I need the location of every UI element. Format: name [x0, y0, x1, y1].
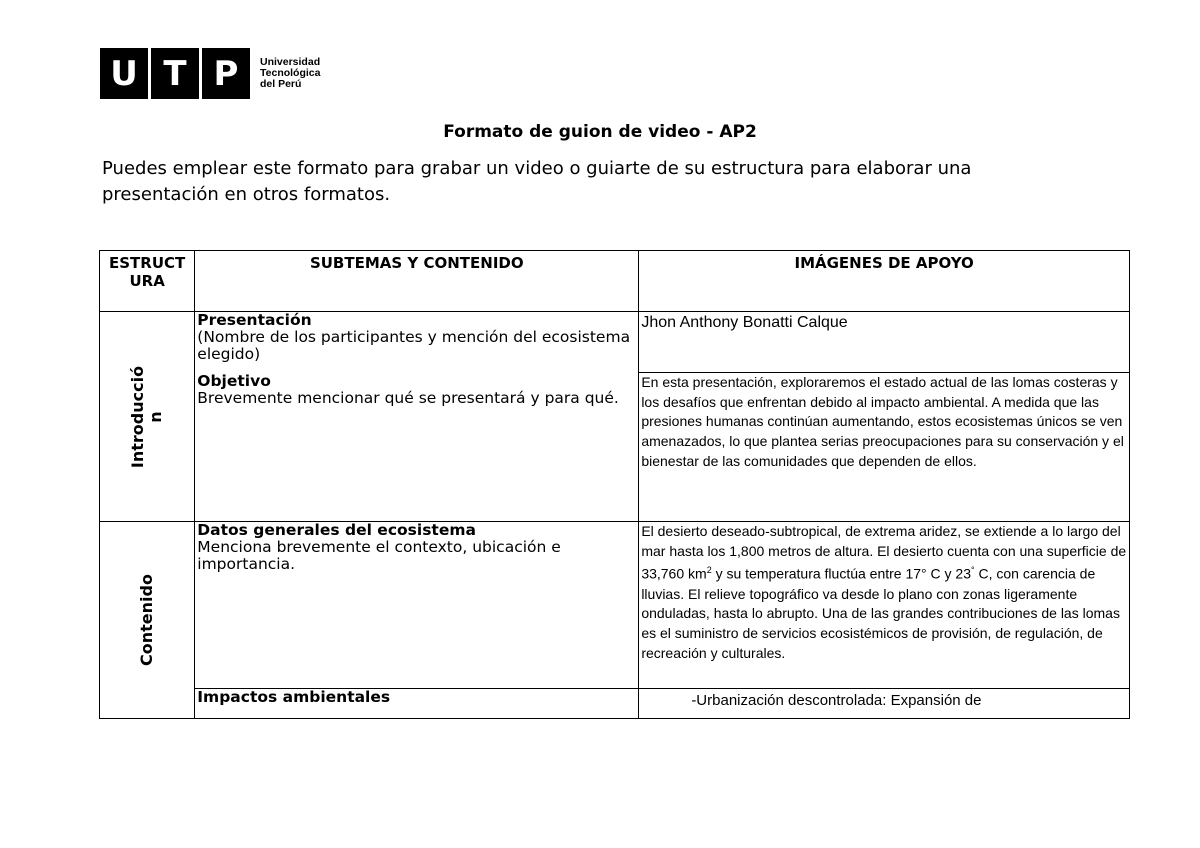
header-structure-line: ESTRUCT	[109, 254, 186, 272]
header-subtopics: SUBTEMAS Y CONTENIDO	[195, 251, 639, 312]
logo-letter: T	[151, 48, 202, 99]
subtopic-title: Presentación	[197, 311, 312, 329]
support-cell	[639, 522, 1130, 689]
subtopic-cell	[195, 373, 639, 522]
header-structure-line: URA	[129, 272, 165, 290]
section-label-line: Contenido	[137, 574, 157, 666]
support-cell	[639, 312, 1130, 373]
script-table	[99, 250, 1130, 719]
intro-paragraph: Puedes emplear este formato para grabar un video o guiarte de su estructura para elaborar una presentación en otros formatos.	[102, 158, 972, 205]
utp-logo-mark	[100, 48, 250, 99]
support-text-part: C, con carencia de lluvias. El relieve topográfico va desde lo plano con zonas ligeramente onduladas, hasta lo abrupto. Una de las grandes contribuciones de las lomas es el suministro de servicios ecosistémicos de provisión, de regulación, de recreación y culturales.	[641, 566, 1120, 661]
table-row	[100, 522, 1130, 689]
section-label-text	[138, 574, 156, 666]
support-text	[641, 522, 1127, 664]
subtopic-description: (Nombre de los participantes y mención del ecosistema elegido)	[197, 328, 631, 363]
section-label-contenido	[100, 522, 195, 719]
logo-letter: P	[213, 53, 239, 94]
logo-line: Universidad	[260, 56, 321, 68]
section-label-line: n	[146, 410, 166, 423]
support-text: -Urbanización descontrolada: Expansión de	[691, 692, 982, 709]
subtopic-title: Objetivo	[197, 371, 271, 390]
logo-line: del Perú	[260, 78, 302, 90]
subtopic-description: Menciona brevemente el contexto, ubicación e importancia.	[197, 538, 561, 573]
support-cell	[639, 689, 1130, 719]
subtopic-description: Brevemente mencionar qué se presentará y para qué.	[197, 388, 619, 407]
subtopic-cell	[195, 522, 639, 689]
logo-letter: U	[100, 48, 151, 99]
logo-line: Tecnológica	[260, 67, 321, 79]
subtopic-cell	[195, 689, 639, 719]
table-row	[100, 373, 1130, 522]
table-header-row	[100, 251, 1130, 312]
superscript: 2	[706, 565, 712, 576]
header-structure	[100, 251, 195, 312]
utp-logo	[100, 48, 320, 99]
support-text-part: y su temperatura fluctúa entre 17° C y 23	[711, 566, 971, 583]
table-row	[100, 689, 1130, 719]
support-cell	[639, 373, 1130, 522]
subtopic-title: Datos generales del ecosistema	[197, 521, 476, 539]
header-support-images: IMÁGENES DE APOYO	[639, 251, 1130, 312]
subtopic-cell	[195, 312, 639, 373]
support-text: En esta presentación, exploraremos el estado actual de las lomas costeras y los desafíos que enfrentan debido al impacto ambiental. A medida que las presiones humanas continúan aumentando, estos ecosistemas únicos se ven amenazados, lo que plantea serias preocupaciones para su conservación y el bienestar de las comunidades que dependen de ellos.	[641, 374, 1124, 469]
section-label-text	[129, 365, 165, 467]
section-label-line: Introducció	[128, 365, 148, 468]
subtopic-title: Impactos ambientales	[197, 688, 391, 706]
support-text-part: El desierto deseado-subtropical, de extrema aridez, se extiende a lo largo del mar hasta los 1,800 metros de altura. El desierto cuenta con una superficie de 33,760 km	[641, 523, 1127, 583]
section-label-introduccion	[100, 312, 195, 522]
utp-logo-text	[260, 57, 320, 90]
superscript: °	[971, 565, 975, 576]
table-row	[100, 312, 1130, 373]
support-text: Jhon Anthony Bonatti Calque	[641, 314, 848, 331]
document-title: Formato de guion de video - AP2	[443, 122, 757, 142]
